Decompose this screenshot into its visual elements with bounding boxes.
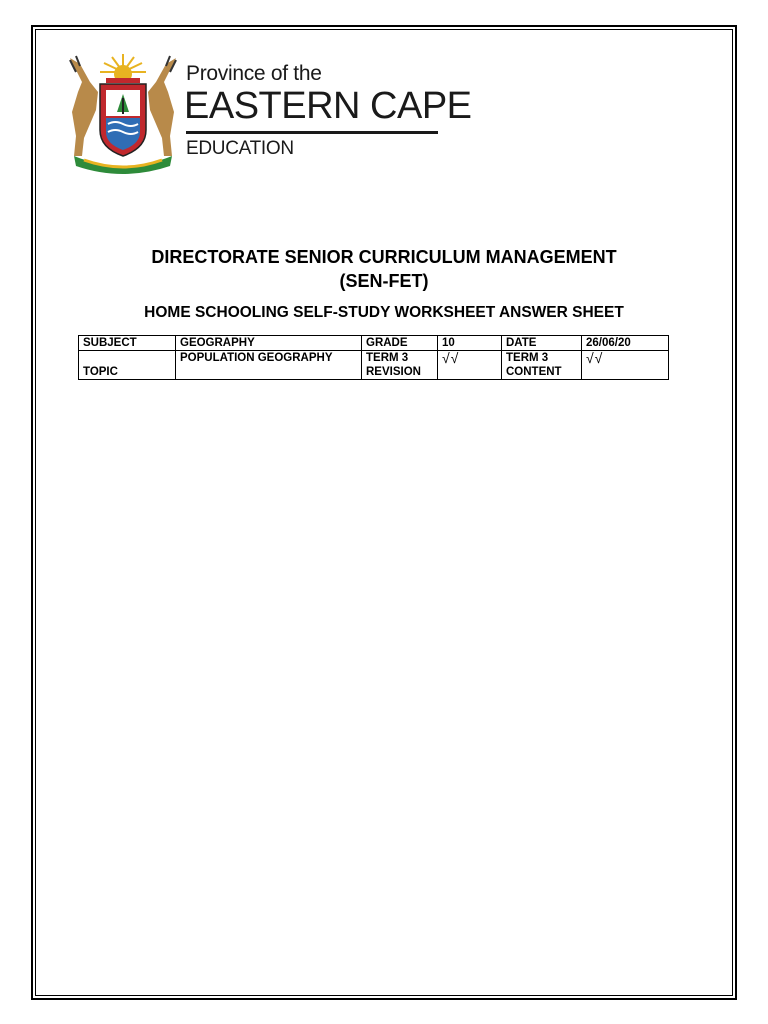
term-content-label-line1: TERM 3 <box>506 352 549 364</box>
subject-value: GEOGRAPHY <box>176 336 362 351</box>
logo-education-label: EDUCATION <box>186 138 294 159</box>
table-row <box>79 351 669 380</box>
tick-marks: √√ <box>442 350 460 366</box>
term-revision-label <box>362 351 438 380</box>
logo-divider <box>186 131 438 134</box>
date-label: DATE <box>502 336 582 351</box>
logo-province-label: Province of the <box>186 62 322 85</box>
directorate-subtitle: (SEN-FET) <box>339 271 429 291</box>
logo-eastern-cape-label: EASTERN CAPE <box>184 85 472 127</box>
topic-value: POPULATION GEOGRAPHY <box>176 351 362 380</box>
term-revision-value <box>438 351 502 380</box>
coat-of-arms-emblem <box>60 52 186 176</box>
subject-label: SUBJECT <box>79 336 176 351</box>
worksheet-title: HOME SCHOOLING SELF-STUDY WORKSHEET ANSWER SHEET <box>144 304 624 321</box>
grade-label: GRADE <box>362 336 438 351</box>
directorate-title: DIRECTORATE SENIOR CURRICULUM MANAGEMENT <box>151 247 617 267</box>
term-revision-label-line2: REVISION <box>366 366 421 378</box>
term-revision-label-line1: TERM 3 <box>366 352 409 364</box>
term-content-label-line2: CONTENT <box>506 366 562 378</box>
worksheet-info-table <box>78 335 669 380</box>
topic-label: TOPIC <box>79 351 176 380</box>
tick-marks: √√ <box>586 350 604 366</box>
grade-value: 10 <box>438 336 502 351</box>
term-content-label <box>502 351 582 380</box>
term-content-value <box>582 351 669 380</box>
date-value: 26/06/20 <box>582 336 669 351</box>
table-row <box>79 336 669 351</box>
